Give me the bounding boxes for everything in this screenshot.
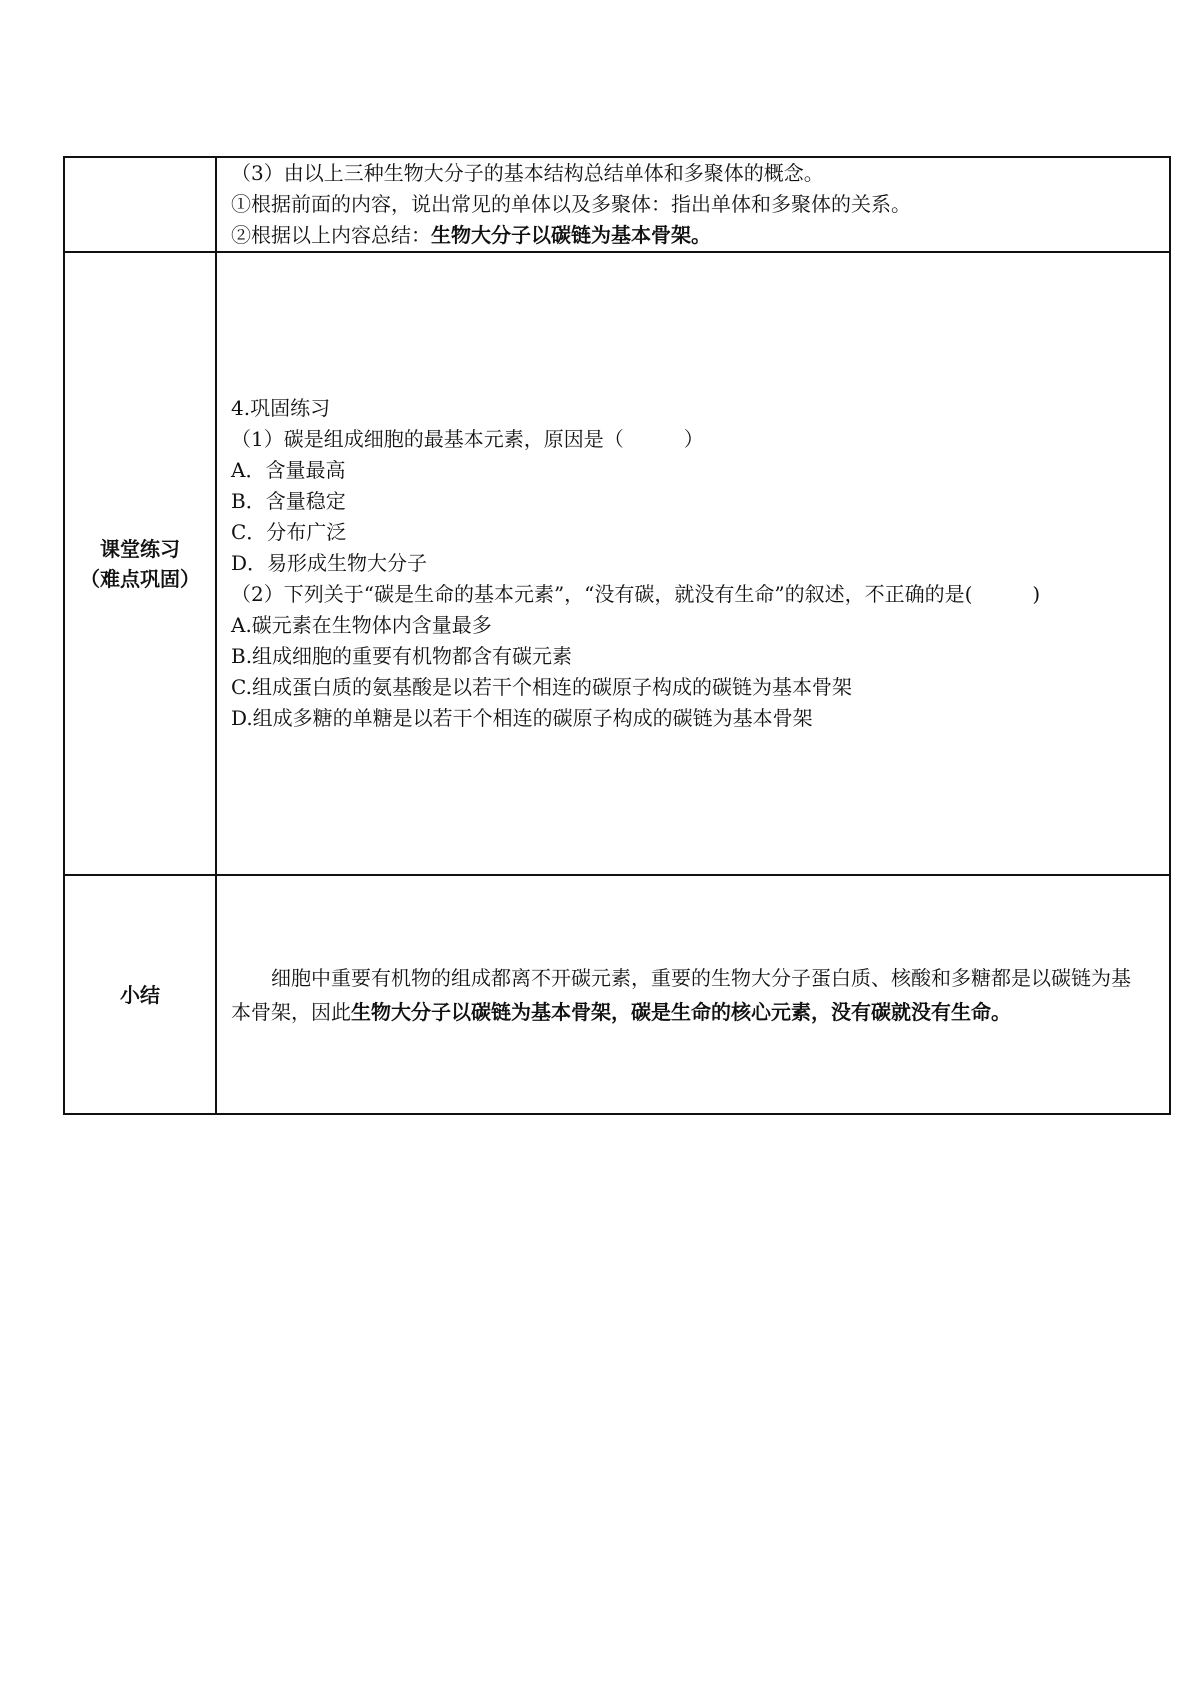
answer-option: A.碳元素在生物体内含量最多	[231, 613, 492, 637]
text-line	[231, 220, 1159, 251]
lesson-table	[63, 156, 1171, 1115]
section-label: 课堂练习	[100, 536, 180, 561]
content-cell-concepts	[216, 157, 1170, 252]
section-sublabel: （难点巩固）	[80, 566, 200, 591]
text-line-prefix: ②根据以上内容总结：	[231, 223, 431, 247]
summary-emphasis: 生物大分子以碳链为基本骨架，碳是生命的核心元素，没有碳就没有生命。	[351, 999, 1011, 1024]
answer-option: C.组成蛋白质的氨基酸是以若干个相连的碳原子构成的碳链为基本骨架	[231, 675, 852, 699]
answer-option: D．易形成生物大分子	[231, 551, 428, 575]
label-cell-summary	[64, 875, 216, 1114]
content-cell-practice	[216, 252, 1170, 875]
answer-option: C．分布广泛	[231, 520, 347, 544]
content-cell-summary	[216, 875, 1170, 1114]
section-label: 小结	[120, 982, 160, 1007]
table-row	[64, 252, 1170, 875]
text-line: ①根据前面的内容，说出常见的单体以及多聚体：指出单体和多聚体的关系。	[231, 192, 911, 216]
table-row	[64, 157, 1170, 252]
answer-option: D.组成多糖的单糖是以若干个相连的碳原子构成的碳链为基本骨架	[231, 706, 813, 730]
summary-text: 细胞中重要有机物的组成都离不开碳元素，重要的生物大分子蛋白质、核酸和多糖都是以碳链为基本骨架，因此	[231, 965, 1131, 1024]
answer-option: A．含量最高	[231, 458, 346, 482]
answer-option: B.组成细胞的重要有机物都含有碳元素	[231, 644, 573, 668]
table-row	[64, 875, 1170, 1114]
answer-option: B．含量稳定	[231, 489, 346, 513]
practice-block	[231, 253, 1159, 734]
label-cell-empty	[64, 157, 216, 252]
practice-heading: 4.巩固练习	[231, 396, 331, 420]
key-conclusion: 生物大分子以碳链为基本骨架。	[431, 223, 711, 247]
summary-paragraph	[231, 961, 1159, 1029]
label-cell-practice	[64, 252, 216, 875]
question-stem: （2）下列关于“碳是生命的基本元素”，“没有碳，就没有生命”的叙述，不正确的是( )	[231, 582, 1041, 606]
text-line: （3）由以上三种生物大分子的基本结构总结单体和多聚体的概念。	[231, 161, 824, 185]
question-stem: （1）碳是组成细胞的最基本元素，原因是（ ）	[231, 427, 704, 451]
